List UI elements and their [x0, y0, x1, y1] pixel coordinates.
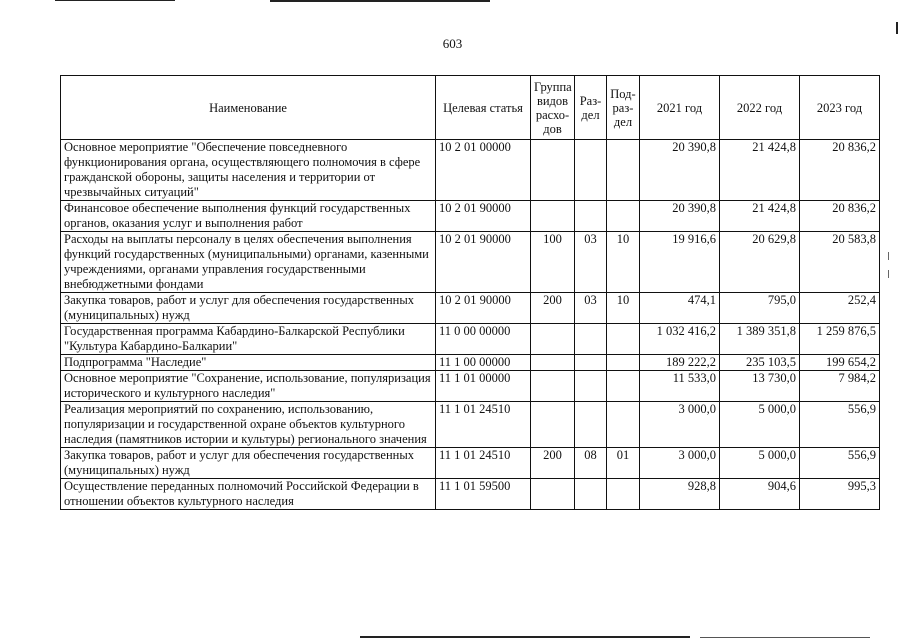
cell-name: Основное мероприятие "Сохранение, использование, популяризация исторического и культурного наследия" [61, 371, 436, 402]
header-section: Раз- дел [575, 76, 607, 140]
cell-subsection [607, 355, 640, 371]
cell-subsection: 10 [607, 232, 640, 293]
cell-article: 10 2 01 90000 [436, 293, 531, 324]
scan-mark [888, 270, 889, 278]
cell-section [575, 324, 607, 355]
cell-y2021: 19 916,6 [640, 232, 720, 293]
cell-y2022: 20 629,8 [720, 232, 800, 293]
cell-section [575, 371, 607, 402]
cell-article: 11 1 01 24510 [436, 448, 531, 479]
table-row [61, 402, 880, 448]
table-row [61, 448, 880, 479]
header-subsection: Под- раз- дел [607, 76, 640, 140]
table-header-row [61, 76, 880, 140]
cell-y2023: 556,9 [800, 448, 880, 479]
header-name: Наименование [61, 76, 436, 140]
cell-group [531, 201, 575, 232]
cell-subsection: 01 [607, 448, 640, 479]
cell-name: Закупка товаров, работ и услуг для обеспечения государственных (муниципальных) нужд [61, 293, 436, 324]
page-number: 603 [442, 36, 463, 51]
header-article: Целевая статья [436, 76, 531, 140]
cell-subsection [607, 201, 640, 232]
cell-y2021: 20 390,8 [640, 201, 720, 232]
cell-section [575, 479, 607, 510]
cell-article: 11 1 01 00000 [436, 371, 531, 402]
cell-section: 03 [575, 293, 607, 324]
cell-y2022: 1 389 351,8 [720, 324, 800, 355]
cell-y2021: 20 390,8 [640, 140, 720, 201]
cell-y2023: 1 259 876,5 [800, 324, 880, 355]
scan-border-line [270, 0, 490, 2]
cell-subsection [607, 402, 640, 448]
cell-subsection [607, 371, 640, 402]
budget-table [60, 75, 880, 510]
cell-y2022: 21 424,8 [720, 201, 800, 232]
cell-y2022: 795,0 [720, 293, 800, 324]
cell-name: Подпрограмма "Наследие" [61, 355, 436, 371]
cell-subsection [607, 479, 640, 510]
cell-y2022: 5 000,0 [720, 448, 800, 479]
cell-section [575, 140, 607, 201]
cell-group [531, 324, 575, 355]
cell-section: 08 [575, 448, 607, 479]
cell-section: 03 [575, 232, 607, 293]
cell-group: 200 [531, 293, 575, 324]
cell-name: Закупка товаров, работ и услуг для обеспечения государственных (муниципальных) нужд [61, 448, 436, 479]
header-group: Группа видов расхо- дов [531, 76, 575, 140]
table-row [61, 232, 880, 293]
cell-y2021: 11 533,0 [640, 371, 720, 402]
table-row [61, 293, 880, 324]
cell-y2022: 13 730,0 [720, 371, 800, 402]
cell-y2022: 904,6 [720, 479, 800, 510]
scan-border-line [700, 637, 870, 638]
cell-y2023: 995,3 [800, 479, 880, 510]
cell-article: 11 0 00 00000 [436, 324, 531, 355]
cell-y2023: 20 836,2 [800, 201, 880, 232]
cell-article: 10 2 01 90000 [436, 232, 531, 293]
cell-section [575, 402, 607, 448]
cell-group [531, 140, 575, 201]
cell-subsection [607, 324, 640, 355]
scan-mark [888, 252, 889, 260]
cell-y2021: 474,1 [640, 293, 720, 324]
table-row [61, 371, 880, 402]
table-row [61, 355, 880, 371]
cell-name: Государственная программа Кабардино-Балкарской Республики "Культура Кабардино-Балкарии" [61, 324, 436, 355]
cell-article: 10 2 01 90000 [436, 201, 531, 232]
cell-subsection [607, 140, 640, 201]
cell-y2021: 3 000,0 [640, 448, 720, 479]
cell-name: Осуществление переданных полномочий Российской Федерации в отношении объектов культурного наследия [61, 479, 436, 510]
cell-y2021: 1 032 416,2 [640, 324, 720, 355]
table-row [61, 140, 880, 201]
cell-y2023: 252,4 [800, 293, 880, 324]
cell-article: 11 1 00 00000 [436, 355, 531, 371]
cell-y2021: 3 000,0 [640, 402, 720, 448]
cell-name: Реализация мероприятий по сохранению, использованию, популяризации и государственной охране объектов культурного наследия (памятников истории и культуры) регионального значения [61, 402, 436, 448]
cell-group [531, 355, 575, 371]
header-2021: 2021 год [640, 76, 720, 140]
cell-subsection: 10 [607, 293, 640, 324]
cell-group: 100 [531, 232, 575, 293]
header-2023: 2023 год [800, 76, 880, 140]
cell-name: Финансовое обеспечение выполнения функций государственных органов, оказания услуг и выполнения работ [61, 201, 436, 232]
cell-section [575, 355, 607, 371]
scan-mark [896, 22, 898, 34]
cell-group [531, 371, 575, 402]
cell-y2021: 928,8 [640, 479, 720, 510]
scan-border-line [360, 636, 690, 638]
cell-group: 200 [531, 448, 575, 479]
table-body [61, 140, 880, 510]
cell-y2022: 5 000,0 [720, 402, 800, 448]
cell-y2023: 20 583,8 [800, 232, 880, 293]
cell-article: 11 1 01 59500 [436, 479, 531, 510]
cell-y2023: 7 984,2 [800, 371, 880, 402]
cell-group [531, 479, 575, 510]
cell-y2023: 199 654,2 [800, 355, 880, 371]
cell-article: 11 1 01 24510 [436, 402, 531, 448]
cell-name: Расходы на выплаты персоналу в целях обеспечения выполнения функций государственных (муниципальными) органами, казенными учреждениями, органами управления государственными внебюджетными фондами [61, 232, 436, 293]
table-row [61, 479, 880, 510]
cell-y2023: 20 836,2 [800, 140, 880, 201]
cell-y2021: 189 222,2 [640, 355, 720, 371]
header-2022: 2022 год [720, 76, 800, 140]
cell-group [531, 402, 575, 448]
table-row [61, 324, 880, 355]
cell-article: 10 2 01 00000 [436, 140, 531, 201]
cell-name: Основное мероприятие "Обеспечение повседневного функционирования органа, осуществляющего полномочия в сфере гражданской обороны, защиты населения и территории от чрезвычайных ситуаций" [61, 140, 436, 201]
cell-y2023: 556,9 [800, 402, 880, 448]
cell-y2022: 21 424,8 [720, 140, 800, 201]
cell-section [575, 201, 607, 232]
scan-border-line [55, 0, 175, 1]
cell-y2022: 235 103,5 [720, 355, 800, 371]
table-row [61, 201, 880, 232]
